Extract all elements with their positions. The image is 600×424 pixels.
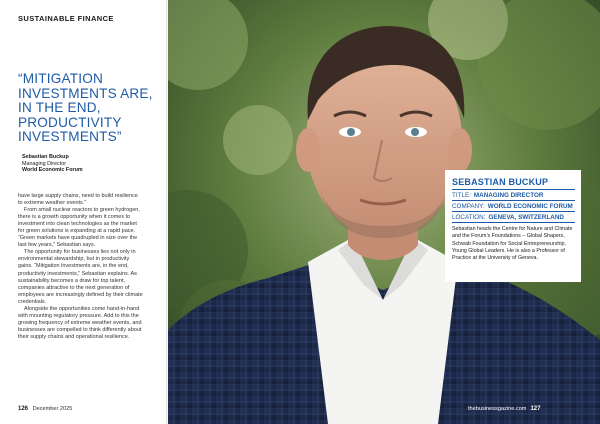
left-page <box>0 0 168 424</box>
location-label: LOCATION: <box>452 214 486 221</box>
profile-location-row <box>452 211 575 223</box>
section-label: SUSTAINABLE FINANCE <box>18 14 114 23</box>
attribution-title: Managing Director <box>22 160 67 167</box>
profile-bio: Sebastian heads the Centre for Nature and Climate and the Forum’s Foundations – Global Shapers, Schwab Foundation for Social Entrepreneurship, Young Global Leaders. He is also a Professor of Practice at the University of Geneva. <box>452 226 573 262</box>
profile-company-row <box>452 200 575 210</box>
right-page-number: 127 <box>530 406 541 412</box>
issue-date: December 2025 <box>32 406 73 412</box>
body-paragraph: From small nuclear reactors to green hydrogen, there is a growth opportunity when it comes to investment into clean technologies as the market for green solutions is expanding at a rapid pace. “Green markets have quadrupled in size over the last few years,” Sebastian says. <box>18 207 140 249</box>
left-page-number: 126 <box>18 406 29 412</box>
left-footer <box>18 406 72 412</box>
body-paragraph: The opportunity for businesses lies not only in environmental stewardship, but in productivity gains. “Mitigation investments are, in the end, productivity investments,” Sebastian explains. As sustainability becomes a draw for top talent, companies attractive to the next generation of employees are increasingly defined by their climate credentials. <box>18 249 143 305</box>
pull-quote: “MITIGATION INVESTMENTS ARE, IN THE END, PRODUCTIVITY INVESTMENTS” <box>18 71 153 145</box>
website-url: thebusinessgazine.com <box>468 406 527 412</box>
article-body <box>18 193 143 341</box>
company-value: WORLD ECONOMIC FORUM <box>487 203 573 210</box>
title-label: TITLE: <box>452 192 471 199</box>
attribution-organization: World Economic Forum <box>22 167 83 174</box>
profile-name: SEBASTIAN BUCKUP <box>452 177 549 187</box>
body-paragraph: Alongside the opportunities come hand-in-hand with mounting regulatory pressure. Add to this the growing frequency of extreme weather events, and businesses are compelled to think differently about their supply chains and operational resilience. <box>18 305 142 340</box>
title-value: MANAGING DIRECTOR <box>473 192 544 199</box>
body-paragraph: have large supply chains, need to build resilience to extreme weather events.” <box>18 193 138 207</box>
profile-title-row <box>452 189 575 199</box>
profile-card <box>445 170 581 282</box>
location-value: GENEVA, SWITZERLAND <box>488 214 564 221</box>
quote-attribution <box>22 154 162 174</box>
right-footer <box>468 406 540 412</box>
attribution-name: Sebastian Buckup <box>22 154 69 160</box>
company-label: COMPANY: <box>452 203 485 210</box>
